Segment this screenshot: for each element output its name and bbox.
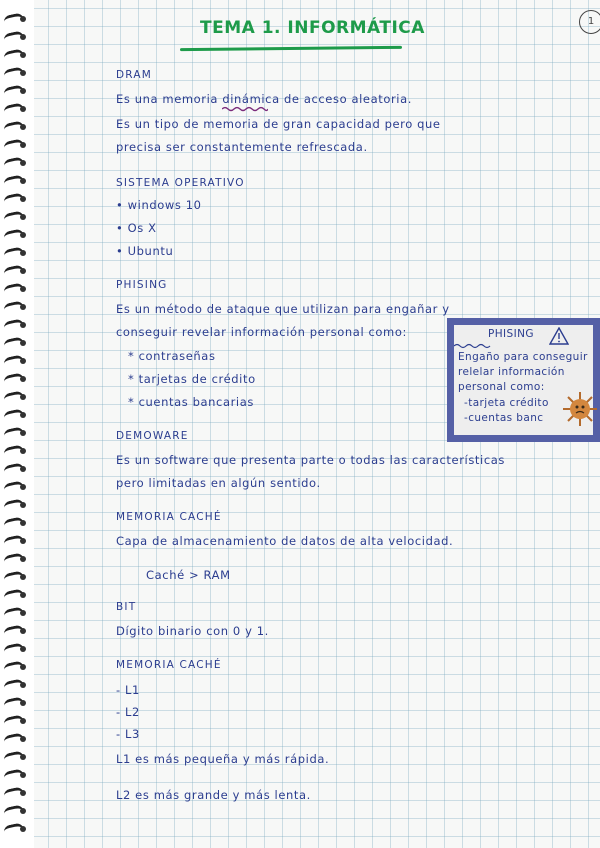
spiral-hole (20, 574, 26, 580)
spiral-hole (20, 142, 26, 148)
cache2-item-2: - L2 (116, 705, 140, 719)
phising-item-2: * tarjetas de crédito (128, 372, 256, 386)
spiral-hole (20, 646, 26, 652)
spiral-hole (20, 700, 26, 706)
spiral-hole (20, 610, 26, 616)
spiral-hole (20, 304, 26, 310)
heading-sistema-operativo: SISTEMA OPERATIVO (116, 177, 245, 189)
spiral-hole (20, 160, 26, 166)
heading-bit: BIT (116, 601, 137, 613)
cache2-item-3: - L3 (116, 727, 140, 741)
spiral-hole (20, 430, 26, 436)
spiral-hole (20, 718, 26, 724)
spiral-hole (20, 808, 26, 814)
heading-demoware: DEMOWARE (116, 430, 189, 442)
spiral-hole (20, 358, 26, 364)
spiral-hole (20, 88, 26, 94)
spiral-hole (20, 772, 26, 778)
spiral-hole (20, 124, 26, 130)
spiral-hole (20, 412, 26, 418)
virus-icon (560, 389, 600, 429)
spiral-hole (20, 52, 26, 58)
sticky-line-4: -tarjeta crédito (464, 397, 549, 409)
heading-memoria-cache-2: MEMORIA CACHÉ (116, 659, 222, 671)
sticky-line-1: Engaño para conseguir (458, 351, 588, 363)
cache1-line-1: Capa de almacenamiento de datos de alta velocidad. (116, 534, 454, 548)
spiral-hole (20, 394, 26, 400)
spiral-hole (20, 790, 26, 796)
spiral-hole (20, 34, 26, 40)
so-item-2: • Os X (116, 221, 157, 235)
spiral-hole (20, 502, 26, 508)
spiral-hole (20, 556, 26, 562)
spiral-hole (20, 286, 26, 292)
phising-line-2: conseguir revelar información personal como: (116, 325, 407, 339)
spiral-hole (20, 484, 26, 490)
bit-line-1: Dígito binario con 0 y 1. (116, 624, 269, 638)
heading-memoria-cache: MEMORIA CACHÉ (116, 511, 222, 523)
phising-line-1: Es un método de ataque que utilizan para engañar y (116, 302, 450, 316)
cache1-line-2: Caché > RAM (146, 568, 231, 582)
spiral-hole (20, 538, 26, 544)
dram-line-2: Es un tipo de memoria de gran capacidad pero que (116, 117, 441, 131)
so-item-3: • Ubuntu (116, 244, 174, 258)
spiral-hole (20, 70, 26, 76)
heading-phising: PHISING (116, 279, 168, 291)
spiral-hole (20, 232, 26, 238)
phising-item-1: * contraseñas (128, 349, 216, 363)
spiral-hole (20, 520, 26, 526)
dram-line-3: precisa ser constantemente refrescada. (116, 140, 368, 154)
spiral-hole (20, 736, 26, 742)
cache2-item-1: - L1 (116, 683, 140, 697)
sticky-title: PHISING (488, 328, 534, 340)
demoware-line-1: Es un software que presenta parte o todas las características (116, 453, 505, 467)
spiral-hole (20, 376, 26, 382)
spiral-hole (20, 466, 26, 472)
spiral-hole (20, 448, 26, 454)
spiral-hole (20, 178, 26, 184)
sticky-squiggle (454, 343, 492, 349)
warning-icon (549, 327, 569, 345)
phising-item-3: * cuentas bancarias (128, 395, 254, 409)
spiral-hole (20, 592, 26, 598)
spiral-hole (20, 106, 26, 112)
sticky-line-3: personal como: (458, 381, 545, 393)
heading-dram: DRAM (116, 69, 152, 81)
sticky-note (447, 318, 600, 442)
spiral-hole (20, 682, 26, 688)
demoware-line-2: pero limitadas en algún sentido. (116, 476, 321, 490)
spiral-hole (20, 322, 26, 328)
spiral-hole (20, 628, 26, 634)
spiral-binding (0, 0, 34, 848)
page-number: 1 (579, 10, 600, 34)
dram-line-1: Es una memoria dinámica de acceso aleatoria. (116, 92, 413, 106)
spiral-hole (20, 250, 26, 256)
spiral-hole (20, 214, 26, 220)
spiral-hole (20, 268, 26, 274)
sticky-line-5: -cuentas banc (464, 412, 544, 424)
spiral-hole (20, 754, 26, 760)
cache2-line-1: L1 es más pequeña y más rápida. (116, 752, 330, 766)
spiral-hole (20, 196, 26, 202)
spiral-hole (20, 664, 26, 670)
spiral-hole (20, 16, 26, 22)
cache2-line-2: L2 es más grande y más lenta. (116, 788, 311, 802)
page-title: TEMA 1. INFORMÁTICA (200, 18, 425, 38)
spiral-hole (20, 826, 26, 832)
so-item-1: • windows 10 (116, 198, 202, 212)
spiral-hole (20, 340, 26, 346)
sticky-line-2: relelar información (458, 366, 565, 378)
underline-squiggle (222, 106, 268, 112)
